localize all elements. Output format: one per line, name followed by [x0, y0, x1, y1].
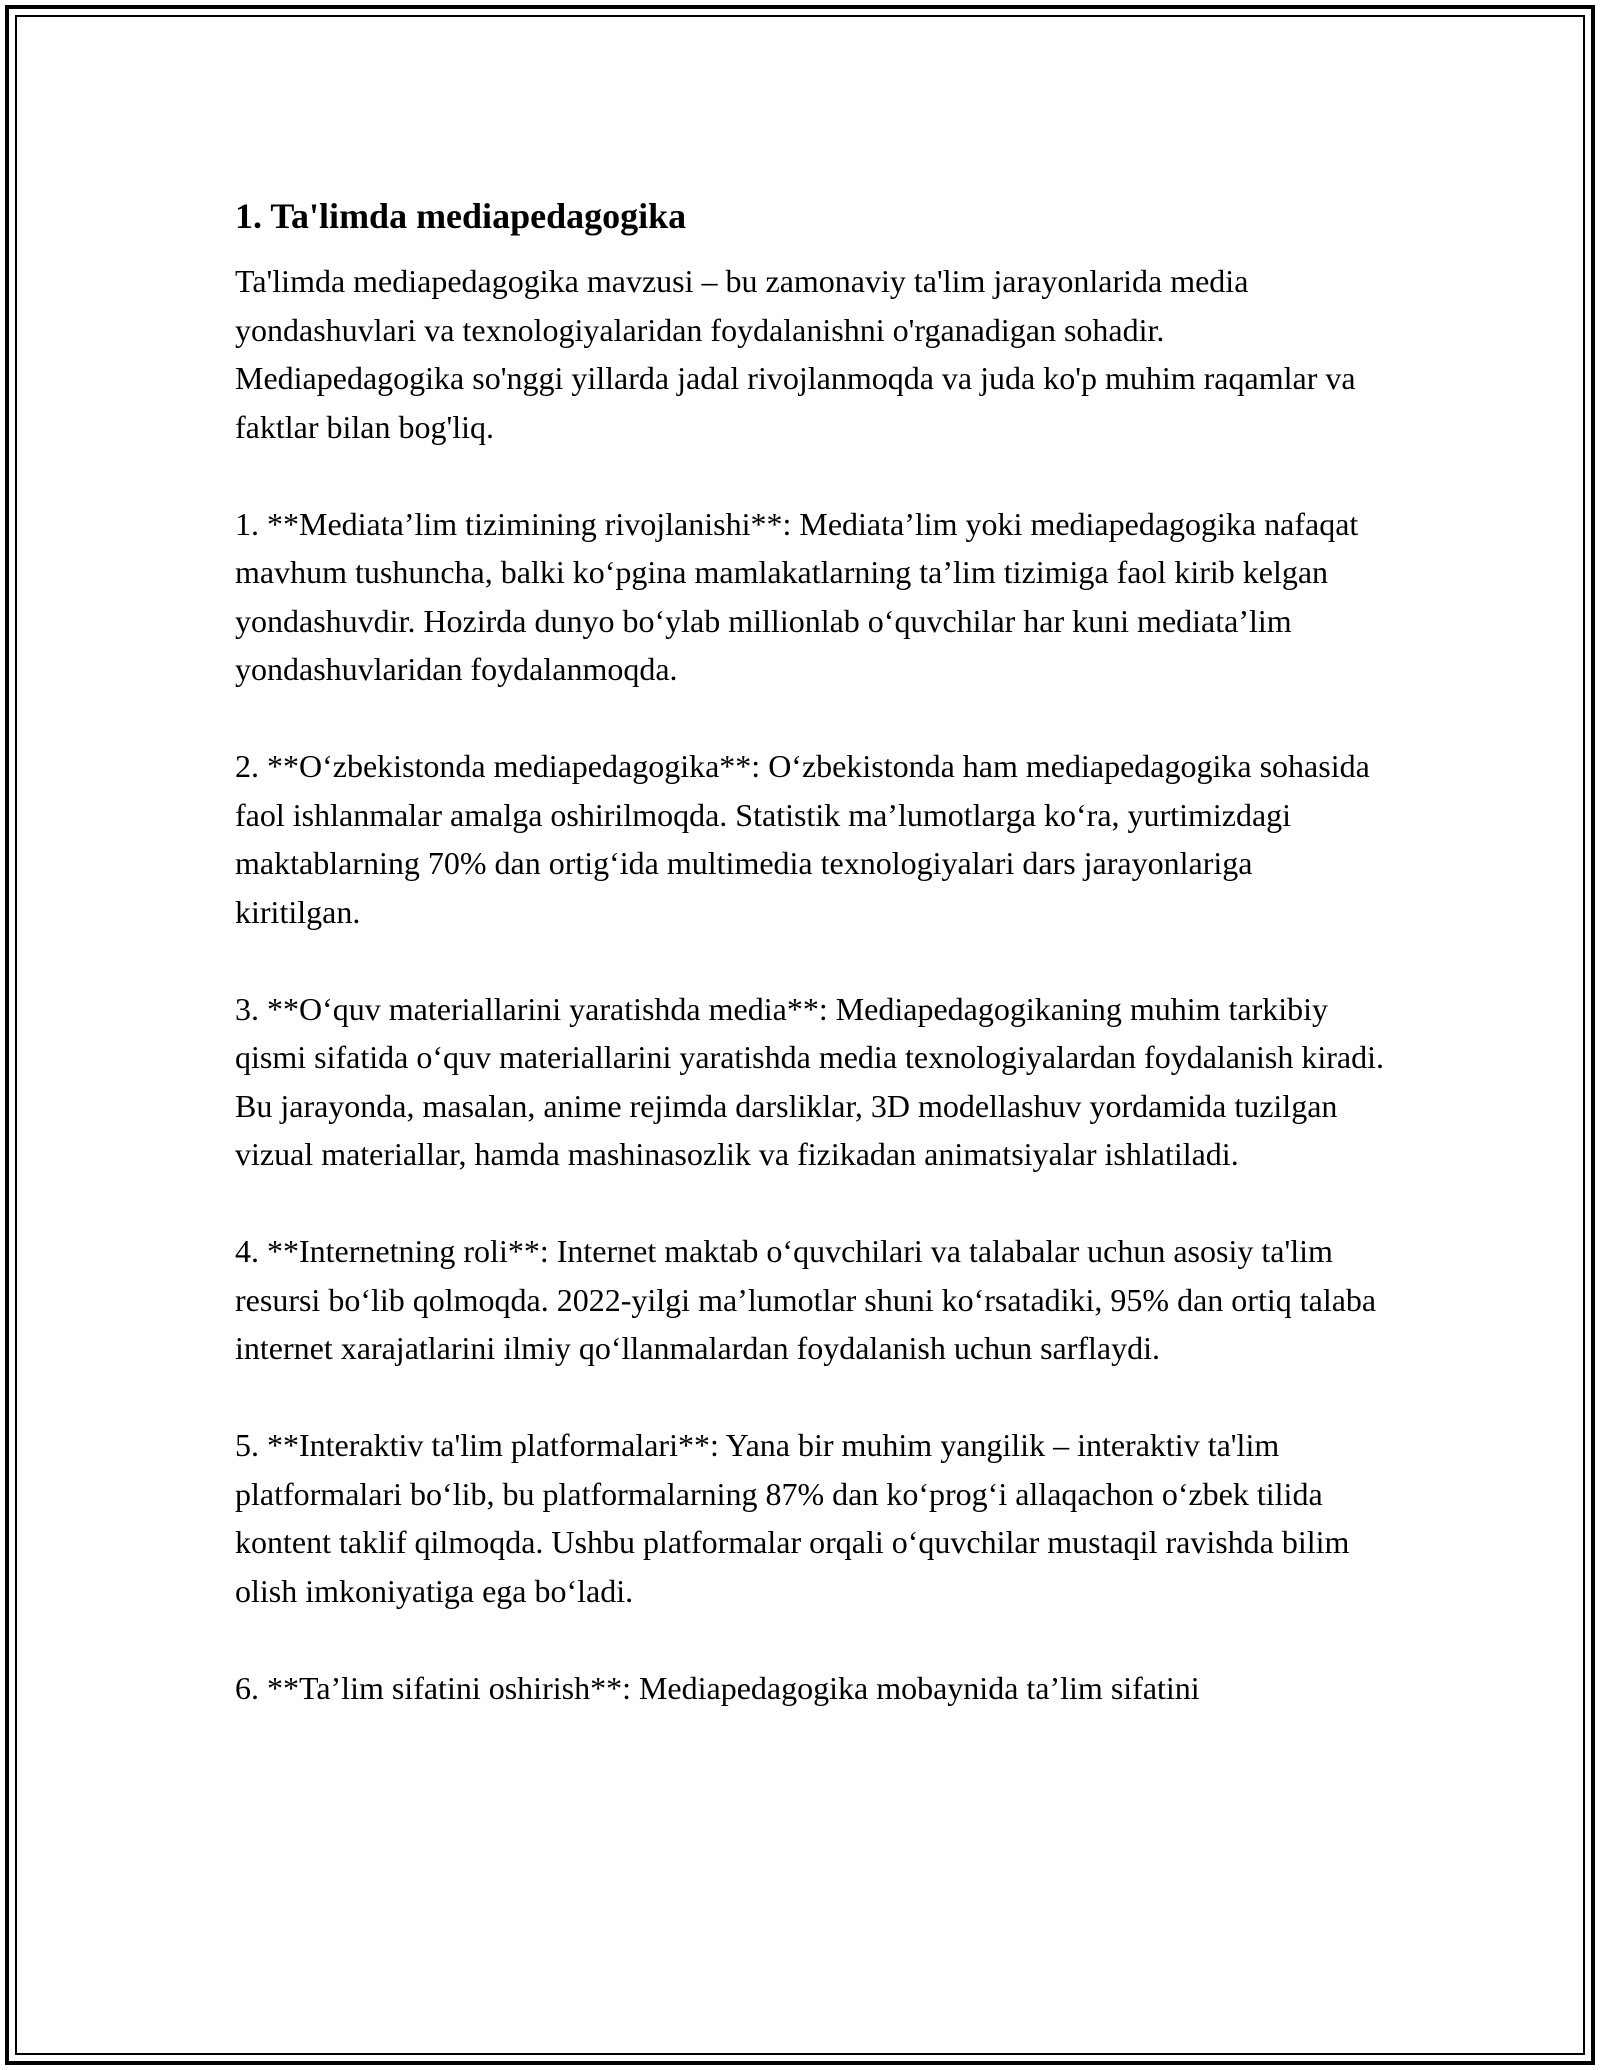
list-item-4: 4. **Internetning roli**: Internet maktab o‘quvchilari va talabalar uchun asosiy ta'lim resursi bo‘lib qolmoqda. 2022-yilgi ma’lumotlar shuni ko‘rsatadiki, 95% dan ortiq talaba internet xarajatlarini ilmiy qo‘llanmalardan foydalanish uchun sarflaydi.: [235, 1233, 1377, 1366]
list-item-5: 5. **Interaktiv ta'lim platformalari**: Yana bir muhim yangilik – interaktiv ta'lim platformalari bo‘lib, bu platformalarning 87% dan ko‘prog‘i allaqachon o‘zbek tilida kontent taklif qilmoqda. Ushbu platformalar orqali o‘quvchilar mustaqil ravishda bilim olish imkoniyatiga ega bo‘ladi.: [235, 1427, 1350, 1609]
document-title: 1. Ta'limda mediapedagogika: [235, 196, 687, 236]
list-item-3: 3. **O‘quv materiallarini yaratishda media**: Mediapedagogikaning muhim tarkibiy qismi sifatida o‘quv materiallarini yaratishda media texnologiyalardan foydalanish kiradi. Bu jarayonda, masalan, anime rejimda darsliklar, 3D modellashuv yordamida tuzilgan vizual materiallar, hamda mashinasozlik va fizikadan animatsiyalar ishlatiladi.: [235, 990, 1384, 1172]
list-item-2: 2. **O‘zbekistonda mediapedagogika**: O‘zbekistonda ham mediapedagogika sohasida faol ishlanmalar amalga oshirilmoqda. Statistik ma’lumotlarga ko‘ra, yurtimizdagi maktablarning 70% dan ortig‘ida multimedia texnologiyalari dars jarayonlariga kiritilgan.: [235, 748, 1370, 930]
document-body: [235, 183, 1385, 1761]
list-item-6: 6. **Ta’lim sifatini oshirish**: Mediapedagogika mobaynida ta’lim sifatini: [235, 1669, 1200, 1706]
list-item-1: 1. **Mediata’lim tizimining rivojlanishi**: Mediata’lim yoki mediapedagogika nafaqat mavhum tushuncha, balki ko‘pgina mamlakatlarning ta’lim tizimiga faol kirib kelgan yondashuvdir. Hozirda dunyo bo‘ylab millionlab o‘quvchilar har kuni mediata’lim yondashuvlaridan foydalanmoqda.: [235, 505, 1359, 687]
intro-paragraph: Ta'limda mediapedagogika mavzusi – bu zamonaviy ta'lim jarayonlarida media yondashuvlari va texnologiyalaridan foydalanishni o'rganadigan sohadir. Mediapedagogika so'nggi yillarda jadal rivojlanmoqda va juda ko'p muhim raqamlar va faktlar bilan bog'liq.: [235, 263, 1356, 445]
